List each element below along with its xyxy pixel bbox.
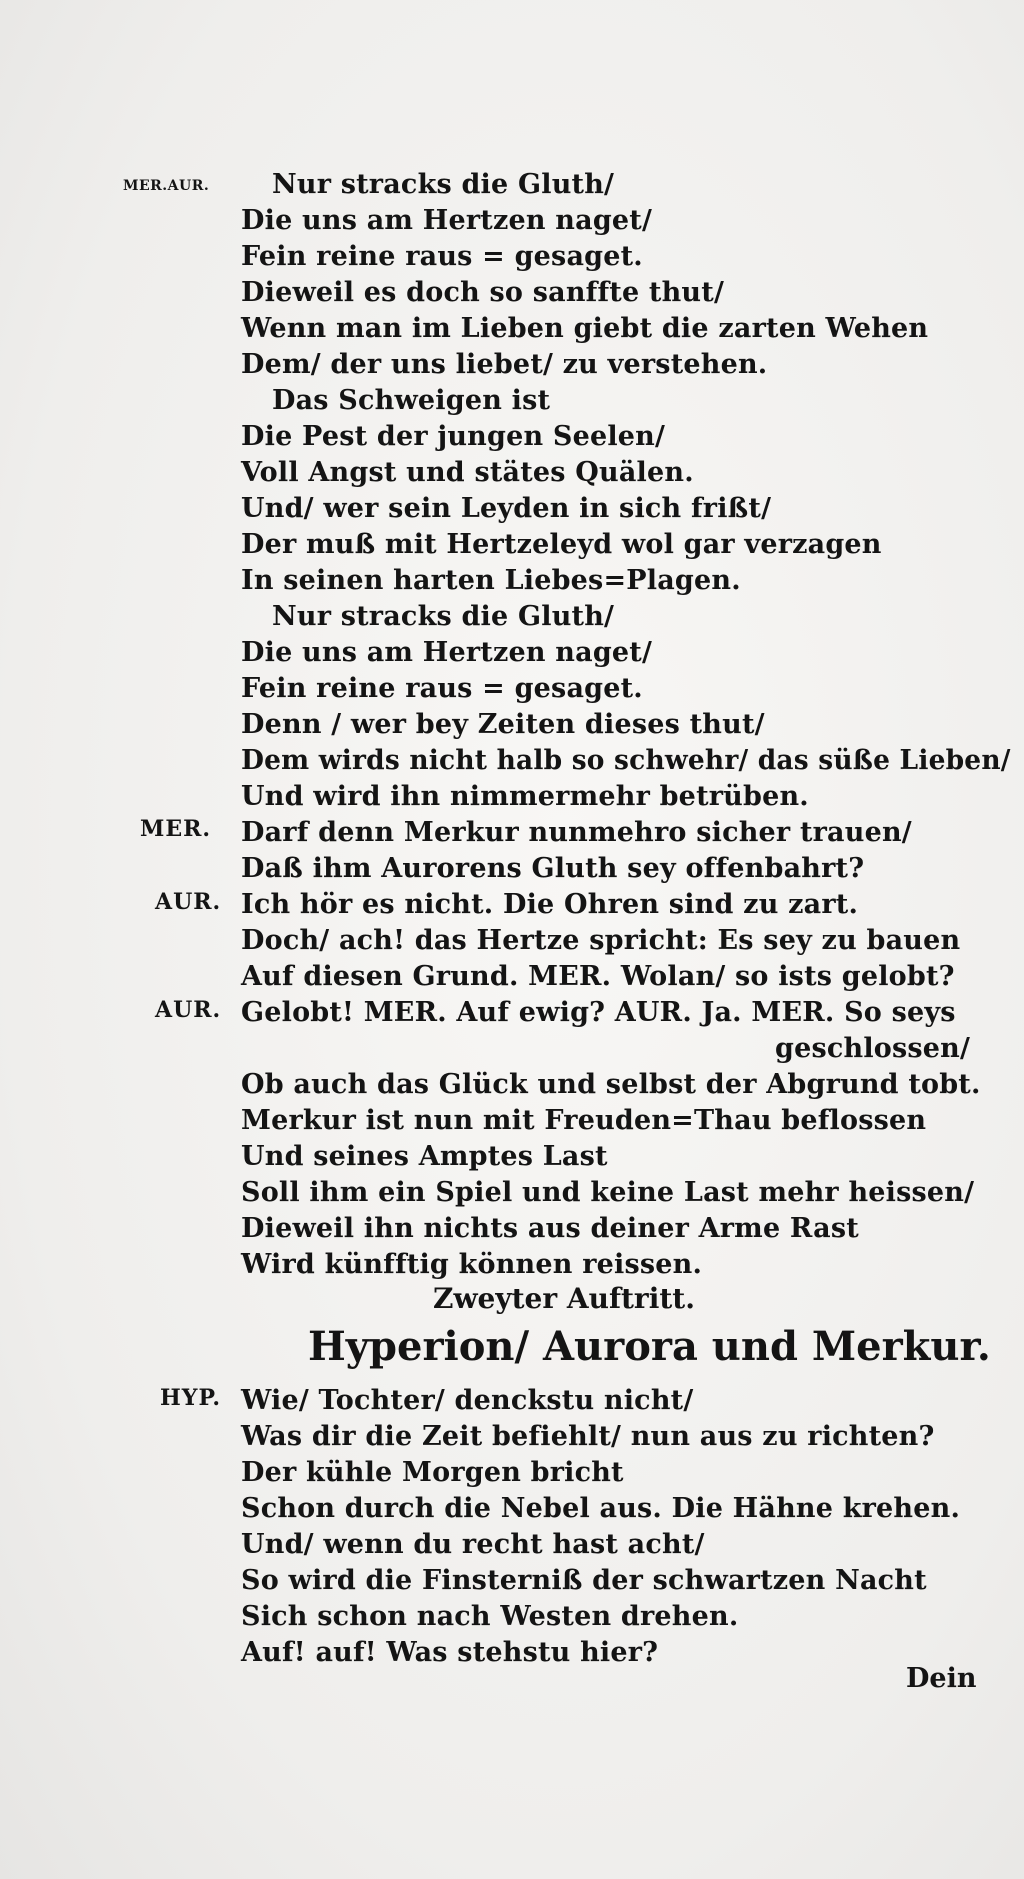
verse-line: Wenn man im Lieben giebt die zarten Wehen <box>241 313 929 344</box>
speaker-aur: AUR. <box>155 889 222 915</box>
verse-line: Darf denn Merkur nunmehro sicher trauen/ <box>241 817 912 848</box>
verse-line: Schon durch die Nebel aus. Die Hähne krehen. <box>241 1493 961 1524</box>
verse-line: In seinen harten Liebes=Plagen. <box>241 565 741 596</box>
verse-line: Ob auch das Glück und selbst der Abgrund tobt. <box>241 1069 981 1100</box>
verse-line: Dieweil ihn nichts aus deiner Arme Rast <box>241 1213 859 1244</box>
verse-line: Ich hör es nicht. Die Ohren sind zu zart. <box>241 889 859 920</box>
verse-line: Dieweil es doch so sanffte thut/ <box>241 277 724 308</box>
verse-line: Dem/ der uns liebet/ zu verstehen. <box>241 349 768 380</box>
verse-line: Auf! auf! Was stehstu hier? <box>241 1637 659 1668</box>
verse-line: Wie/ Tochter/ denckstu nicht/ <box>241 1385 694 1416</box>
verse-line: Daß ihm Aurorens Gluth sey offenbahrt? <box>241 853 865 884</box>
speaker-hyp: HYP. <box>160 1385 222 1411</box>
verse-line: Voll Angst und stätes Quälen. <box>241 457 694 488</box>
verse-line: Denn / wer bey Zeiten dieses thut/ <box>241 709 765 740</box>
verse-line: Sich schon nach Westen drehen. <box>241 1601 739 1632</box>
verse-line: Dem wirds nicht halb so schwehr/ das süße Lieben/ <box>241 745 1011 776</box>
verse-line: geschlossen/ <box>775 1033 971 1064</box>
verse-line: Nur stracks die Gluth/ <box>272 601 615 632</box>
verse-line: Fein reine raus = gesaget. <box>241 673 643 704</box>
verse-line: Und wird ihn nimmermehr betrüben. <box>241 781 809 812</box>
verse-line: Das Schweigen ist <box>272 385 551 416</box>
verse-line: Der kühle Morgen bricht <box>241 1457 624 1488</box>
verse-line: Nur stracks die Gluth/ <box>272 169 615 200</box>
catchword: Dein <box>906 1663 977 1694</box>
verse-line: Der muß mit Hertzeleyd wol gar verzagen <box>241 529 882 560</box>
verse-line: Was dir die Zeit befiehlt/ nun aus zu richten? <box>241 1421 935 1452</box>
verse-line: Fein reine raus = gesaget. <box>241 241 643 272</box>
verse-line: Soll ihm ein Spiel und keine Last mehr heissen/ <box>241 1177 975 1208</box>
verse-line: Doch/ ach! das Hertze spricht: Es sey zu bauen <box>241 925 961 956</box>
verse-line: Die Pest der jungen Seelen/ <box>241 421 666 452</box>
verse-line: Die uns am Hertzen naget/ <box>241 205 653 236</box>
speaker-mer-aur: MER.AUR. <box>123 178 210 194</box>
verse-line: Wird künfftig können reissen. <box>241 1249 703 1280</box>
verse-line: Die uns am Hertzen naget/ <box>241 637 653 668</box>
speaker-aur: AUR. <box>155 997 222 1023</box>
scene-heading: Hyperion/ Aurora und Merkur. <box>308 1323 991 1370</box>
verse-line: Und/ wer sein Leyden in sich frißt/ <box>241 493 772 524</box>
verse-line: Und/ wenn du recht hast acht/ <box>241 1529 705 1560</box>
verse-line: Und seines Amptes Last <box>241 1141 608 1172</box>
verse-line: So wird die Finsterniß der schwartzen Nacht <box>241 1565 927 1596</box>
scene-title: Zweyter Auftritt. <box>433 1282 695 1315</box>
verse-line: Gelobt! MER. Auf ewig? AUR. Ja. MER. So seys <box>241 997 956 1028</box>
verse-line: Merkur ist nun mit Freuden=Thau beflossen <box>241 1105 927 1136</box>
verse-line: Auf diesen Grund. MER. Wolan/ so ists gelobt? <box>241 961 955 992</box>
speaker-mer: MER. <box>140 816 212 842</box>
